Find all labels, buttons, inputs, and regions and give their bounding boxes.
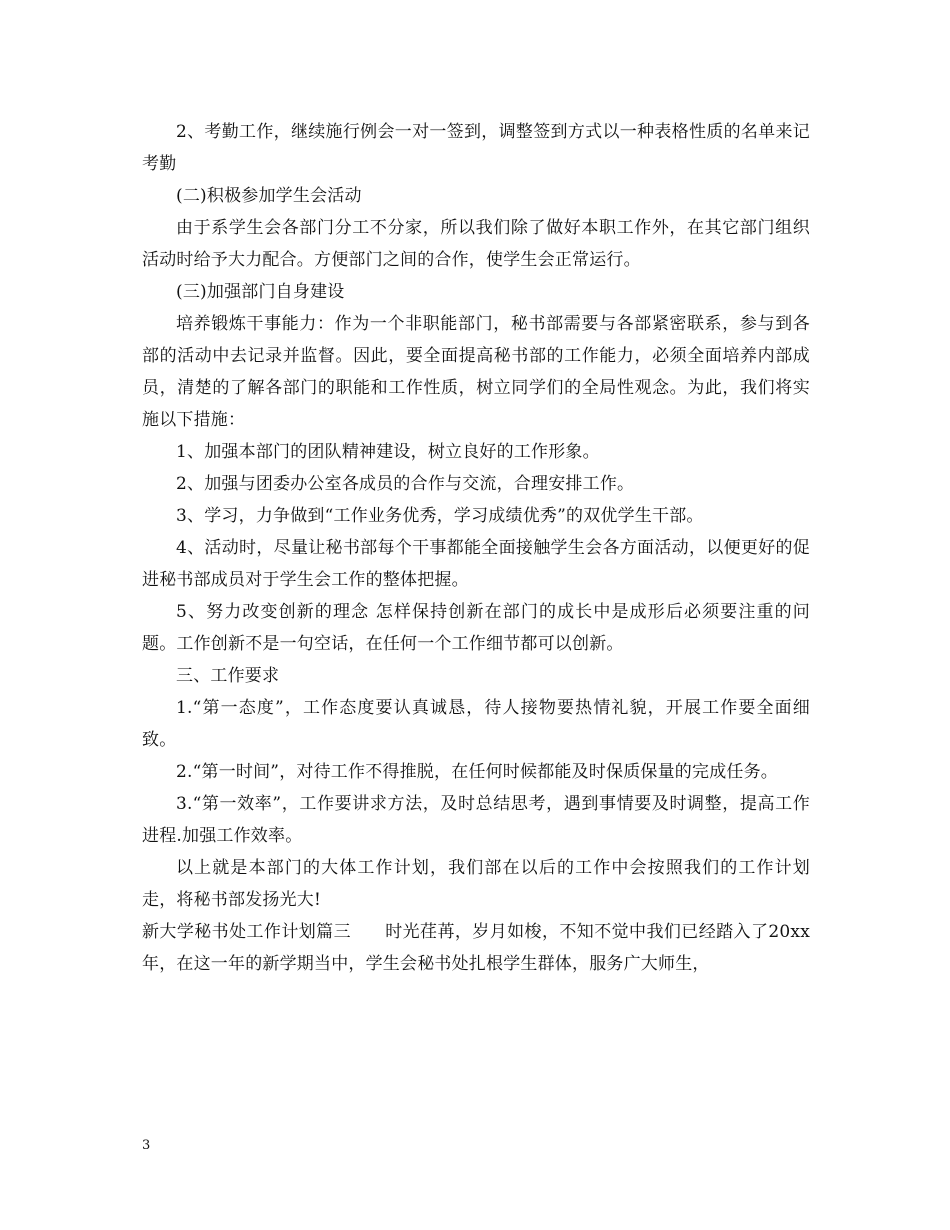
paragraph-staff-training: 培养锻炼干事能力：作为一个非职能部门，秘书部需要与各部紧密联系，参与到各部的活动中去记录并监督。因此，要全面提高秘书部的工作能力，必须全面培养内部成员，清楚的了解各部门的职能和工作性质，树立同学们的全局性观念。为此，我们将实施以下措施： (142, 314, 810, 430)
paragraph-attendance: 2、考勤工作，继续施行例会一对一签到，调整签到方式以一种表格性质的名单来记考勤 (142, 122, 810, 174)
paragraph-part-three (142, 916, 810, 980)
list-item-innovation: 5、努力改变创新的理念 怎样保持创新在部门的成长中是成形后必须要注重的问题。工作创新不是一句空话，在任何一个工作细节都可以创新。 (142, 602, 810, 654)
heading-department-building: (三)加强部门自身建设 (176, 282, 345, 302)
heading-work-requirements: 三、工作要求 (176, 666, 280, 686)
part-three-heading: 新大学秘书处工作计划篇三 (142, 922, 351, 942)
list-item-league-office: 2、加强与团委办公室各成员的合作与交流，合理安排工作。 (176, 474, 635, 494)
requirement-first-attitude: 1.“第一态度”，工作态度要认真诚恳，待人接物要热情礼貌，开展工作要全面细致。 (142, 698, 810, 750)
part-three-body: 时光荏苒，岁月如梭，不知不觉中我们已经踏入了20xx年，在这一年的新学期当中，学生会秘书处扎根学生群体，服务广大师生， (142, 922, 810, 974)
list-item-team-spirit: 1、加强本部门的团队精神建设，树立良好的工作形象。 (176, 442, 600, 462)
list-item-study: 3、学习，力争做到“工作业务优秀，学习成绩优秀”的双优学生干部。 (176, 506, 704, 526)
requirement-first-efficiency: 3.“第一效率”，工作要讲求方法，及时总结思考，遇到事情要及时调整，提高工作进程.加强工作效率。 (142, 794, 810, 846)
list-item-activities: 4、活动时，尽量让秘书部每个干事都能全面接触学生会各方面活动，以便更好的促进秘书部成员对于学生会工作的整体把握。 (142, 538, 810, 590)
page-number: 3 (142, 1138, 151, 1153)
document-body (142, 116, 810, 980)
paragraph-cooperation: 由于系学生会各部门分工不分家，所以我们除了做好本职工作外，在其它部门组织活动时给予大力配合。方便部门之间的合作，使学生会正常运行。 (142, 218, 810, 270)
paragraph-conclusion: 以上就是本部门的大体工作计划，我们部在以后的工作中会按照我们的工作计划走，将秘书部发扬光大! (142, 858, 810, 910)
requirement-first-time: 2.“第一时间”，对待工作不得推脱，在任何时候都能及时保质保量的完成任务。 (176, 762, 778, 782)
heading-participate-activities: (二)积极参加学生会活动 (176, 186, 362, 206)
